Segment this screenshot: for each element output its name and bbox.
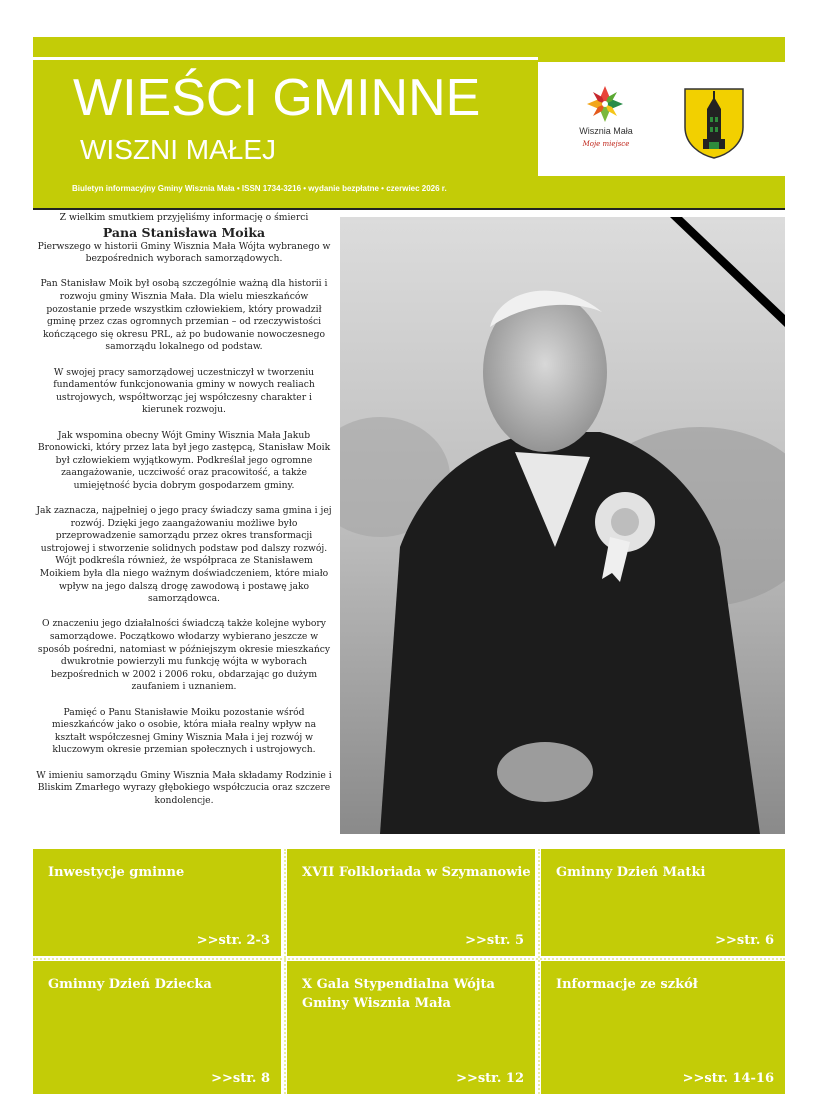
section-page-ref: >>str. 14-16 <box>682 1071 774 1086</box>
article-paragraph: O znaczeniu jego działalności świadczą także kolejne wybory samorządowe. Początkowo włodarzy wybierano jeszcze w sposób pośredni, natomiast w późniejszym okresie mieszkańcy dwukrotnie powierzyli mu funkcję wójta w wyborach bezpośrednich w 2002 i 2006 roku, obdarzając go dużym zaufaniem i uznaniem. <box>37 618 331 693</box>
obituary-article <box>36 212 332 820</box>
article-person-name: Pana Stanisława Moika <box>102 224 266 240</box>
article-paragraph: Pan Stanisław Moik był osobą szczególnie ważną dla historii i rozwoju gminy Wisznia Mała. Dla wielu mieszkańców pozostanie przede wszystkim człowiekiem, który prowadził gminę przez czas ogromnych przemian – od rzeczywistości kończącego się okresu PRL, aż po budowanie nowoczesnego samorządu lokalnego od podstaw. <box>40 278 328 353</box>
section-page-ref: >>str. 8 <box>211 1071 270 1086</box>
section-card[interactable] <box>33 849 281 956</box>
section-title: Informacje ze szkół <box>556 977 698 992</box>
portrait-photo <box>340 217 785 834</box>
section-title: XVII Folkloriada w Szymanowie <box>302 865 531 880</box>
section-title: Inwestycje gminne <box>48 865 185 880</box>
article-lead: Z wielkim smutkiem przyjęliśmy informację o śmierci <box>59 212 309 223</box>
article-intro: Pierwszego w historii Gminy Wisznia Mała Wójta wybranego w bezpośrednich wyborach samorządowych. <box>37 240 331 265</box>
section-card[interactable] <box>287 961 535 1094</box>
newsletter-title: WIEŚCI GMINNE <box>73 69 481 127</box>
sections-grid <box>33 849 785 1094</box>
newsletter-subtitle: WISZNI MAŁEJ <box>80 134 277 165</box>
section-page-ref: >>str. 12 <box>456 1071 524 1086</box>
section-card[interactable] <box>287 849 535 956</box>
header-rule <box>33 208 785 210</box>
masthead-divider <box>33 57 538 60</box>
article-paragraph: W swojej pracy samorządowej uczestniczył w tworzeniu fundamentów funkcjonowania gminy w nowych realiach ustrojowych, współtworząc jej współczesny charakter i kierunek rozwoju. <box>53 366 315 416</box>
section-page-ref: >>str. 5 <box>465 933 524 948</box>
grid-divider <box>33 958 785 960</box>
section-card[interactable] <box>33 961 281 1094</box>
grid-divider <box>538 849 540 1094</box>
coat-of-arms-icon <box>683 87 745 159</box>
section-page-ref: >>str. 2-3 <box>196 933 270 948</box>
section-title: Gminny Dzień Matki <box>556 865 706 880</box>
section-title: X Gala Stypendialna Wójta Gminy Wisznia Mała <box>302 977 495 1011</box>
newsletter-info-line: Biuletyn informacyjny Gminy Wisznia Mała • ISSN 1734-3216 • wydanie bezpłatne • czerwiec 2026 r. <box>72 184 447 193</box>
section-title: Gminny Dzień Dziecka <box>48 977 212 992</box>
article-paragraph: Pamięć o Panu Stanisławie Moiku pozostanie wśród mieszkańców jako o osobie, która miała realny wpływ na kształt współczesnej Gminy Wisznia Mała i jej rozwój w kluczowym okresie przemian społecznych i ustrojowych. <box>51 706 317 756</box>
logo-name: Wisznia Mała <box>579 126 633 136</box>
article-paragraph: Jak zaznacza, najpełniej o jego pracy świadczy sama gmina i jej rozwój. Dzięki jego zaangażowaniu możliwe było przeprowadzenie samorządu przez okres transformacji ustrojowej i stworzenie solidnych podstaw pod dalszy rozwój. Wójt podkreśla również, że współpraca ze Stanisławem Moikiem była dla niego ważnym doświadczeniem, które miało wpływ na jego dalszą drogę zawodową i postawę jako samorządowca. <box>36 505 332 605</box>
section-page-ref: >>str. 6 <box>715 933 774 948</box>
article-paragraph: W imieniu samorządu Gminy Wisznia Mała składamy Rodzinie i Bliskim Zmarłego wyrazy głębokiego współczucia oraz szczere kondolencje. <box>36 769 332 806</box>
grid-divider <box>284 849 286 1094</box>
logo-tagline: Moje miejsce <box>582 140 630 148</box>
article-paragraph: Jak wspomina obecny Wójt Gminy Wisznia Mała Jakub Bronowicki, który przez lata był jego zastępcą, Stanisław Moik był człowiekiem wyjątkowym. Podkreślał jego ogromne zaangażowanie, uczciwość oraz pracowitość, a także umiejętność bycia dobrym gospodarzem gminy. <box>37 429 331 491</box>
section-card[interactable] <box>541 849 785 956</box>
section-card[interactable] <box>541 961 785 1094</box>
